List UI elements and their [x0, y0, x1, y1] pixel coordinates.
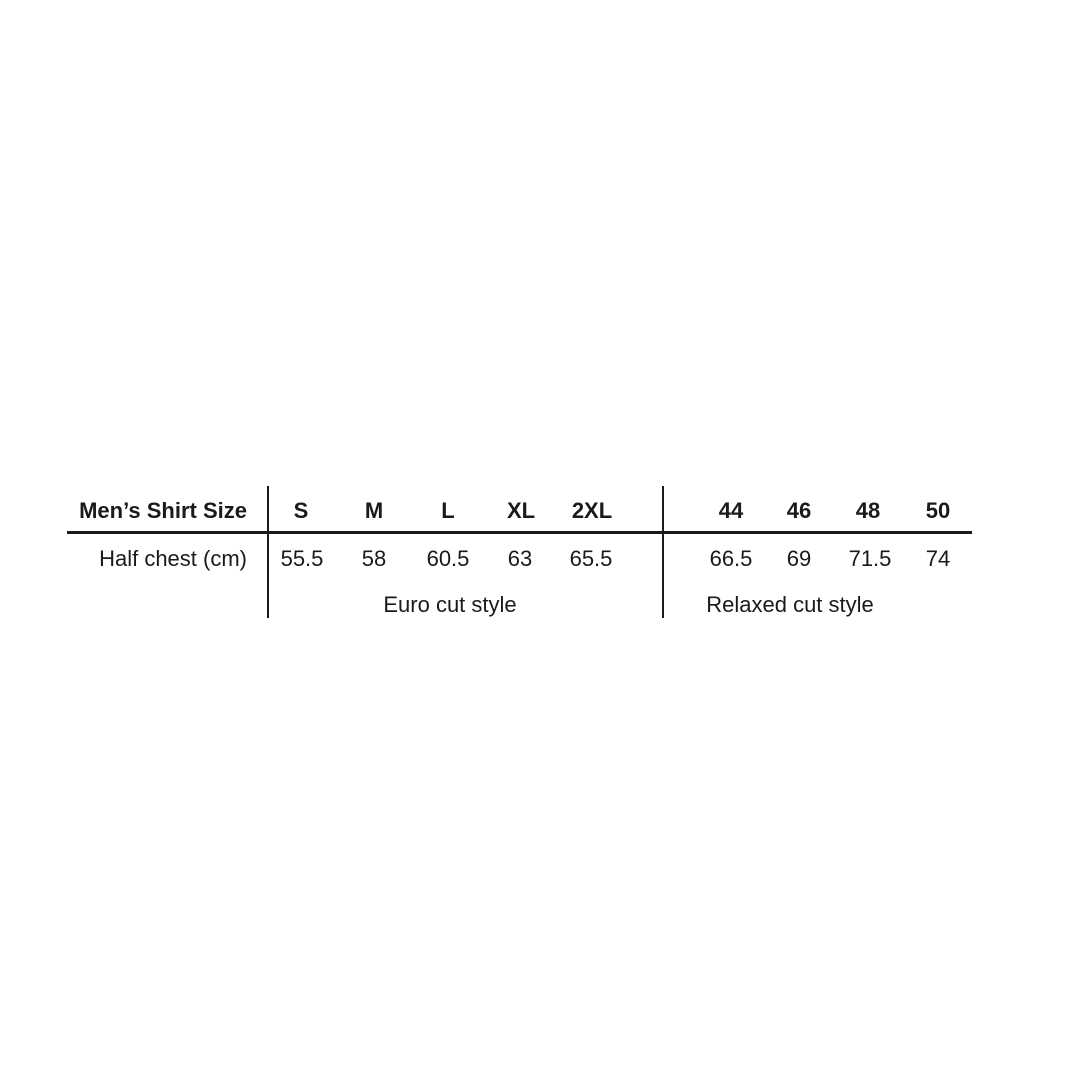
half-chest-value-2xl: 65.5 — [569, 546, 613, 571]
half-chest-value-48: 71.5 — [848, 546, 892, 571]
header-divider-rule — [67, 531, 972, 534]
half-chest-row-label: Half chest (cm) — [99, 546, 247, 571]
size-col-header-50: 50 — [925, 498, 951, 523]
half-chest-value-xl: 63 — [507, 546, 533, 571]
column-divider-right — [662, 486, 665, 618]
size-col-header-2xl: 2XL — [571, 498, 613, 523]
half-chest-value-m: 58 — [361, 546, 387, 571]
size-col-header-l: L — [441, 498, 455, 523]
size-col-header-xl: XL — [506, 498, 536, 523]
size-col-header-m: M — [364, 498, 384, 523]
half-chest-value-s: 55.5 — [280, 546, 324, 571]
relaxed-cut-style-label: Relaxed cut style — [706, 592, 874, 617]
size-col-header-44: 44 — [718, 498, 744, 523]
half-chest-value-50: 74 — [925, 546, 951, 571]
mens-shirt-size-label: Men’s Shirt Size — [79, 498, 247, 523]
half-chest-value-44: 66.5 — [709, 546, 753, 571]
size-col-header-46: 46 — [786, 498, 812, 523]
size-col-header-s: S — [293, 498, 309, 523]
half-chest-value-l: 60.5 — [426, 546, 470, 571]
euro-cut-style-label: Euro cut style — [383, 592, 517, 617]
size-col-header-48: 48 — [855, 498, 881, 523]
half-chest-value-46: 69 — [786, 546, 812, 571]
column-divider-left — [267, 486, 270, 618]
